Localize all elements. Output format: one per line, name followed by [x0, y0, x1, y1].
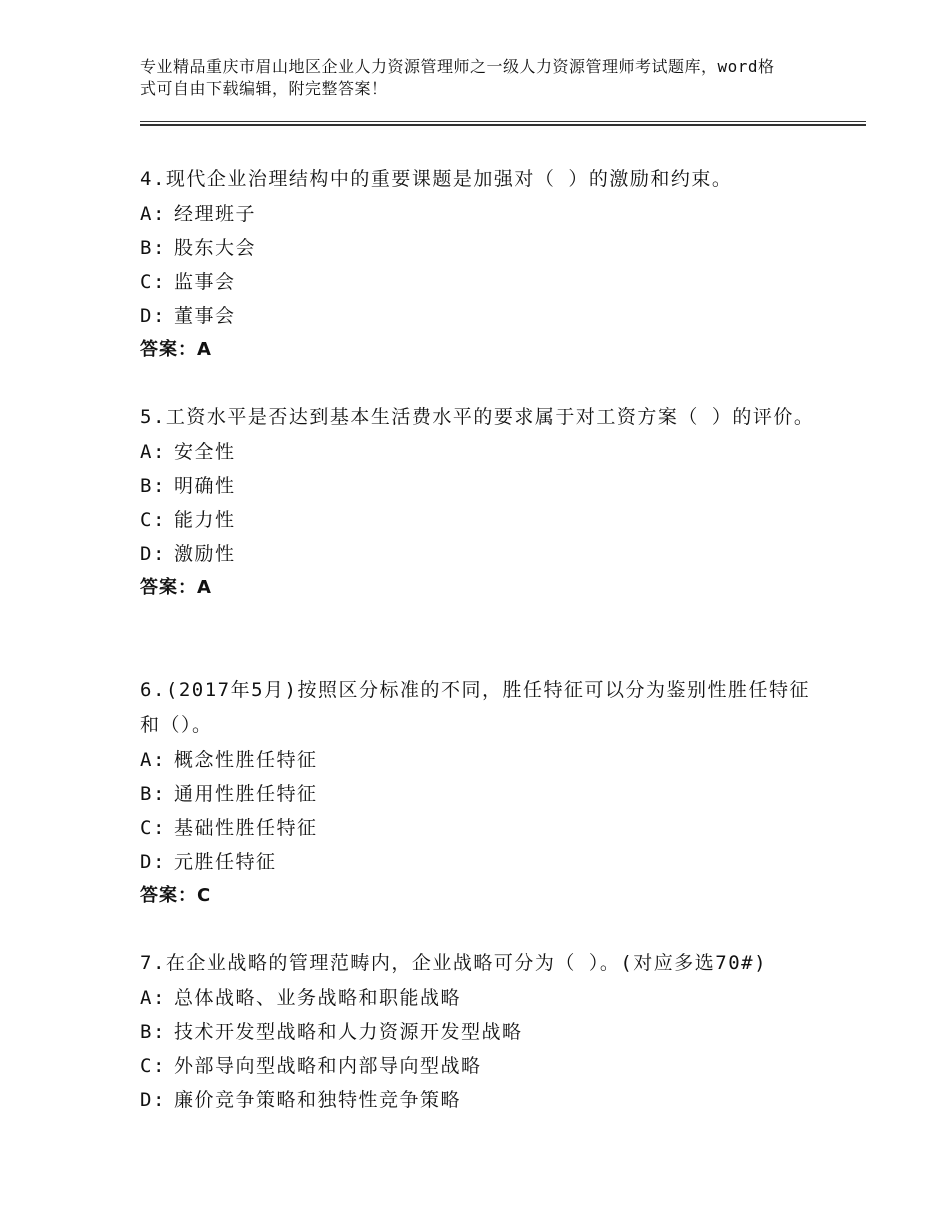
- option-key: D:: [140, 1089, 166, 1111]
- option-key: A:: [140, 749, 166, 771]
- option-text: 技术开发型战略和人力资源开发型战略: [174, 1021, 523, 1043]
- option-a: [140, 435, 820, 469]
- option-c: [140, 811, 820, 845]
- option-text: 概念性胜任特征: [174, 749, 318, 771]
- option-a: [140, 197, 820, 231]
- document-header: 专业精品重庆市眉山地区企业人力资源管理师之一级人力资源管理师考试题库，word格式可自由下载编辑，附完整答案！: [140, 57, 775, 98]
- option-text: 明确性: [174, 475, 236, 497]
- answer-line: 答案：A: [140, 577, 212, 598]
- question-block: [140, 673, 820, 913]
- option-text: 总体战略、业务战略和职能战略: [174, 987, 462, 1009]
- option-text: 通用性胜任特征: [174, 783, 318, 805]
- option-key: C:: [140, 509, 166, 531]
- option-d: [140, 845, 820, 879]
- question-stem: 6.(2017年5月)按照区分标准的不同，胜任特征可以分为鉴别性胜任特征和（）。: [140, 679, 810, 736]
- option-key: B:: [140, 237, 166, 259]
- header-divider: [140, 121, 866, 126]
- option-d: [140, 1083, 820, 1117]
- option-key: C:: [140, 1055, 166, 1077]
- option-text: 安全性: [174, 441, 236, 463]
- option-key: B:: [140, 1021, 166, 1043]
- divider-thick-line: [140, 124, 866, 126]
- option-key: B:: [140, 475, 166, 497]
- option-key: C:: [140, 817, 166, 839]
- option-text: 元胜任特征: [174, 851, 277, 873]
- option-text: 股东大会: [174, 237, 257, 259]
- option-key: A:: [140, 203, 166, 225]
- option-key: A:: [140, 987, 166, 1009]
- option-b: [140, 777, 820, 811]
- option-key: D:: [140, 305, 166, 327]
- option-d: [140, 537, 820, 571]
- option-key: D:: [140, 543, 166, 565]
- question-stem: 5.工资水平是否达到基本生活费水平的要求属于对工资方案（ ）的评价。: [140, 406, 815, 428]
- option-text: 廉价竞争策略和独特性竞争策略: [174, 1089, 462, 1111]
- option-a: [140, 981, 820, 1015]
- option-text: 外部导向型战略和内部导向型战略: [174, 1055, 482, 1077]
- option-text: 监事会: [174, 271, 236, 293]
- option-a: [140, 743, 820, 777]
- option-b: [140, 469, 820, 503]
- option-key: A:: [140, 441, 166, 463]
- question-stem: 7.在企业战略的管理范畴内，企业战略可分为（ ）。(对应多选70#): [140, 952, 768, 974]
- question-block: [140, 946, 820, 1117]
- option-key: D:: [140, 851, 166, 873]
- option-text: 董事会: [174, 305, 236, 327]
- option-c: [140, 265, 820, 299]
- option-key: C:: [140, 271, 166, 293]
- question-block: [140, 162, 820, 367]
- question-block: [140, 400, 820, 605]
- option-key: B:: [140, 783, 166, 805]
- option-text: 激励性: [174, 543, 236, 565]
- divider-thin-line: [140, 121, 866, 122]
- answer-line: 答案：C: [140, 885, 212, 906]
- option-b: [140, 1015, 820, 1049]
- answer-line: 答案：A: [140, 339, 212, 360]
- option-text: 经理班子: [174, 203, 257, 225]
- option-d: [140, 299, 820, 333]
- option-b: [140, 231, 820, 265]
- option-c: [140, 1049, 820, 1083]
- option-text: 基础性胜任特征: [174, 817, 318, 839]
- option-c: [140, 503, 820, 537]
- option-text: 能力性: [174, 509, 236, 531]
- question-stem: 4.现代企业治理结构中的重要课题是加强对（ ）的激励和约束。: [140, 168, 733, 190]
